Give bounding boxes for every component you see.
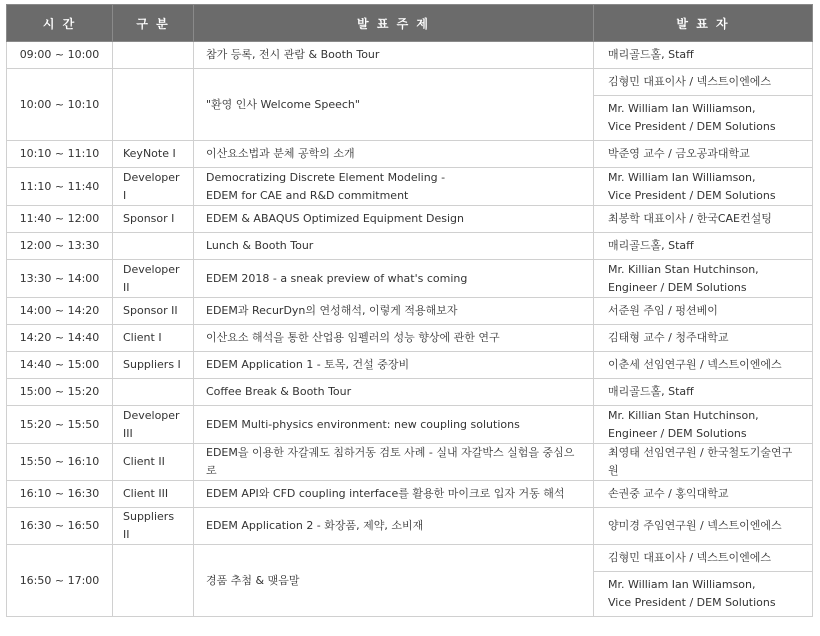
category-text: Suppliers I — [123, 358, 181, 371]
speaker-line: Mr. William Ian Williamson, — [608, 578, 756, 591]
topic-line: EDEM API와 CFD coupling interface를 활용한 마이크로 입자 거동 해석 — [206, 487, 565, 500]
topic-cell — [194, 168, 594, 206]
topic-line: 참가 등록, 전시 관람 & Booth Tour — [206, 48, 380, 61]
time-text: 10:10 ~ 11:10 — [19, 147, 100, 160]
time-text: 09:00 ~ 10:00 — [19, 48, 100, 61]
topic-line: 경품 추첨 & 맺음말 — [206, 573, 300, 587]
speaker-cell — [594, 352, 813, 379]
table-row — [7, 141, 813, 168]
speaker-cell — [594, 260, 813, 298]
speaker-line: 매리골드홀, Staff — [608, 48, 694, 61]
time-text: 15:50 ~ 16:10 — [19, 455, 100, 468]
table-row — [7, 481, 813, 508]
topic-cell — [194, 298, 594, 325]
category-text: KeyNote I — [123, 147, 176, 160]
category-text: Sponsor II — [123, 304, 178, 317]
table-row — [7, 168, 813, 206]
speaker-line: Vice President / DEM Solutions — [608, 188, 776, 202]
speaker-line: Mr. William Ian Williamson, — [608, 170, 756, 184]
schedule-body — [7, 42, 813, 617]
topic-cell — [194, 379, 594, 406]
schedule-table — [6, 4, 813, 617]
speaker-cell — [594, 42, 813, 69]
category-cell — [113, 545, 194, 617]
speaker-line: Vice President / DEM Solutions — [608, 596, 776, 609]
time-text: 14:20 ~ 14:40 — [19, 331, 100, 344]
speaker-line: 박준영 교수 / 금오공과대학교 — [608, 147, 750, 160]
table-row — [7, 69, 813, 96]
category-text: Client II — [123, 455, 165, 468]
speaker-line: Mr. Killian Stan Hutchinson, — [608, 262, 759, 276]
time-text: 16:10 ~ 16:30 — [19, 487, 100, 500]
speaker-cell — [594, 444, 813, 481]
time-text: 15:20 ~ 15:50 — [19, 417, 100, 431]
category-cell — [113, 406, 194, 444]
speaker-cell — [594, 298, 813, 325]
time-cell — [7, 42, 113, 69]
category-text: Client III — [123, 487, 169, 500]
topic-cell — [194, 444, 594, 481]
topic-line: EDEM Application 1 - 토목, 건설 중장비 — [206, 358, 410, 371]
time-cell — [7, 69, 113, 141]
category-cell — [113, 206, 194, 233]
speaker-line: 최봉학 대표이사 / 한국CAE컨설팅 — [608, 212, 772, 225]
topic-cell — [194, 233, 594, 260]
time-text: 14:00 ~ 14:20 — [19, 304, 100, 317]
category-cell — [113, 379, 194, 406]
speaker-line: 김형민 대표이사 / 넥스트이엔에스 — [608, 551, 771, 564]
category-cell — [113, 168, 194, 206]
speaker-cell — [594, 168, 813, 206]
header-topic: 발 표 주 제 — [194, 5, 594, 42]
category-cell — [113, 481, 194, 508]
category-text: Sponsor I — [123, 212, 175, 225]
speaker-line: 김형민 대표이사 / 넥스트이엔에스 — [608, 75, 771, 88]
topic-line: 이산요소 해석을 통한 산업용 임펠러의 성능 향상에 관한 연구 — [206, 331, 500, 344]
category-cell — [113, 69, 194, 141]
time-cell — [7, 444, 113, 481]
time-text: 11:40 ~ 12:00 — [19, 212, 100, 225]
category-cell — [113, 141, 194, 168]
time-text: 16:30 ~ 16:50 — [19, 519, 100, 532]
time-cell — [7, 168, 113, 206]
topic-cell — [194, 545, 594, 617]
topic-line: EDEM Application 2 - 화장품, 제약, 소비재 — [206, 519, 424, 532]
speaker-cell — [594, 572, 813, 617]
category-cell — [113, 508, 194, 545]
speaker-cell — [594, 481, 813, 508]
topic-line: 이산요소법과 분체 공학의 소개 — [206, 147, 355, 160]
topic-cell — [194, 260, 594, 298]
speaker-line: 양미경 주임연구원 / 넥스트이엔에스 — [608, 519, 782, 532]
category-cell — [113, 260, 194, 298]
speaker-cell — [594, 233, 813, 260]
time-text: 15:00 ~ 15:20 — [19, 385, 100, 398]
time-cell — [7, 260, 113, 298]
time-text: 14:40 ~ 15:00 — [19, 358, 100, 371]
topic-line: Lunch & Booth Tour — [206, 239, 314, 252]
category-text: Suppliers II — [123, 510, 175, 541]
topic-line: EDEM & ABAQUS Optimized Equipment Design — [206, 212, 465, 225]
table-row — [7, 233, 813, 260]
topic-cell — [194, 42, 594, 69]
speaker-line: Engineer / DEM Solutions — [608, 426, 747, 440]
time-text: 13:30 ~ 14:00 — [19, 271, 100, 285]
speaker-line: 손권중 교수 / 홍익대학교 — [608, 487, 729, 500]
topic-line: "환영 인사 Welcome Speech" — [206, 97, 360, 111]
time-cell — [7, 141, 113, 168]
topic-line: Coffee Break & Booth Tour — [206, 385, 352, 398]
topic-line: Democratizing Discrete Element Modeling - — [206, 170, 446, 184]
category-text: Client I — [123, 331, 162, 344]
time-cell — [7, 481, 113, 508]
speaker-line: Vice President / DEM Solutions — [608, 120, 776, 133]
time-cell — [7, 406, 113, 444]
topic-line: EDEM Multi-physics environment: new coupling solutions — [206, 417, 520, 431]
table-row — [7, 444, 813, 481]
category-cell — [113, 298, 194, 325]
topic-cell — [194, 69, 594, 141]
speaker-cell — [594, 508, 813, 545]
time-cell — [7, 233, 113, 260]
table-row — [7, 352, 813, 379]
time-cell — [7, 508, 113, 545]
time-cell — [7, 298, 113, 325]
table-row — [7, 508, 813, 545]
speaker-line: Mr. Killian Stan Hutchinson, — [608, 408, 759, 422]
time-text: 16:50 ~ 17:00 — [19, 573, 100, 587]
category-text: Developer II — [123, 262, 180, 294]
topic-cell — [194, 325, 594, 352]
topic-line: EDEM과 RecurDyn의 연성해석, 이렇게 적용해보자 — [206, 304, 458, 317]
table-row — [7, 206, 813, 233]
category-text: Developer III — [123, 408, 180, 440]
speaker-line: Mr. William Ian Williamson, — [608, 102, 756, 115]
time-text: 11:10 ~ 11:40 — [19, 179, 100, 193]
speaker-cell — [594, 379, 813, 406]
time-cell — [7, 545, 113, 617]
speaker-cell — [594, 69, 813, 96]
table-row — [7, 379, 813, 406]
table-row — [7, 260, 813, 298]
table-row — [7, 298, 813, 325]
time-cell — [7, 379, 113, 406]
time-cell — [7, 325, 113, 352]
speaker-cell — [594, 325, 813, 352]
topic-cell — [194, 406, 594, 444]
speaker-line: 최영태 선임연구원 / 한국철도기술연구원 — [608, 446, 793, 477]
table-row — [7, 406, 813, 444]
topic-cell — [194, 508, 594, 545]
speaker-line: 매리골드홀, Staff — [608, 385, 694, 398]
category-cell — [113, 42, 194, 69]
speaker-line: 매리골드홀, Staff — [608, 239, 694, 252]
topic-line: EDEM for CAE and R&D commitment — [206, 188, 409, 202]
speaker-cell — [594, 96, 813, 141]
category-text: Developer I — [123, 170, 180, 202]
time-text: 10:00 ~ 10:10 — [19, 97, 100, 111]
table-row — [7, 42, 813, 69]
time-text: 12:00 ~ 13:30 — [19, 239, 100, 252]
speaker-line: Engineer / DEM Solutions — [608, 280, 747, 294]
topic-cell — [194, 481, 594, 508]
topic-cell — [194, 352, 594, 379]
time-cell — [7, 206, 113, 233]
speaker-line: 이춘세 선임연구원 / 넥스트이엔에스 — [608, 358, 782, 371]
header-row — [7, 5, 813, 42]
header-category: 구 분 — [113, 5, 194, 42]
header-time: 시 간 — [7, 5, 113, 42]
topic-cell — [194, 141, 594, 168]
topic-cell — [194, 206, 594, 233]
speaker-cell — [594, 406, 813, 444]
table-row — [7, 325, 813, 352]
category-cell — [113, 352, 194, 379]
speaker-cell — [594, 141, 813, 168]
speaker-line: 김태형 교수 / 청주대학교 — [608, 331, 729, 344]
category-cell — [113, 444, 194, 481]
table-row — [7, 545, 813, 572]
category-cell — [113, 325, 194, 352]
topic-line: EDEM 2018 - a sneak preview of what's coming — [206, 271, 468, 285]
speaker-cell — [594, 206, 813, 233]
topic-line: EDEM을 이용한 자갈궤도 침하거동 검토 사례 - 실내 자갈박스 실험을 중심으로 — [206, 446, 575, 477]
speaker-cell — [594, 545, 813, 572]
category-cell — [113, 233, 194, 260]
speaker-line: 서준원 주임 / 펑션베이 — [608, 304, 718, 317]
header-speaker: 발 표 자 — [594, 5, 813, 42]
time-cell — [7, 352, 113, 379]
